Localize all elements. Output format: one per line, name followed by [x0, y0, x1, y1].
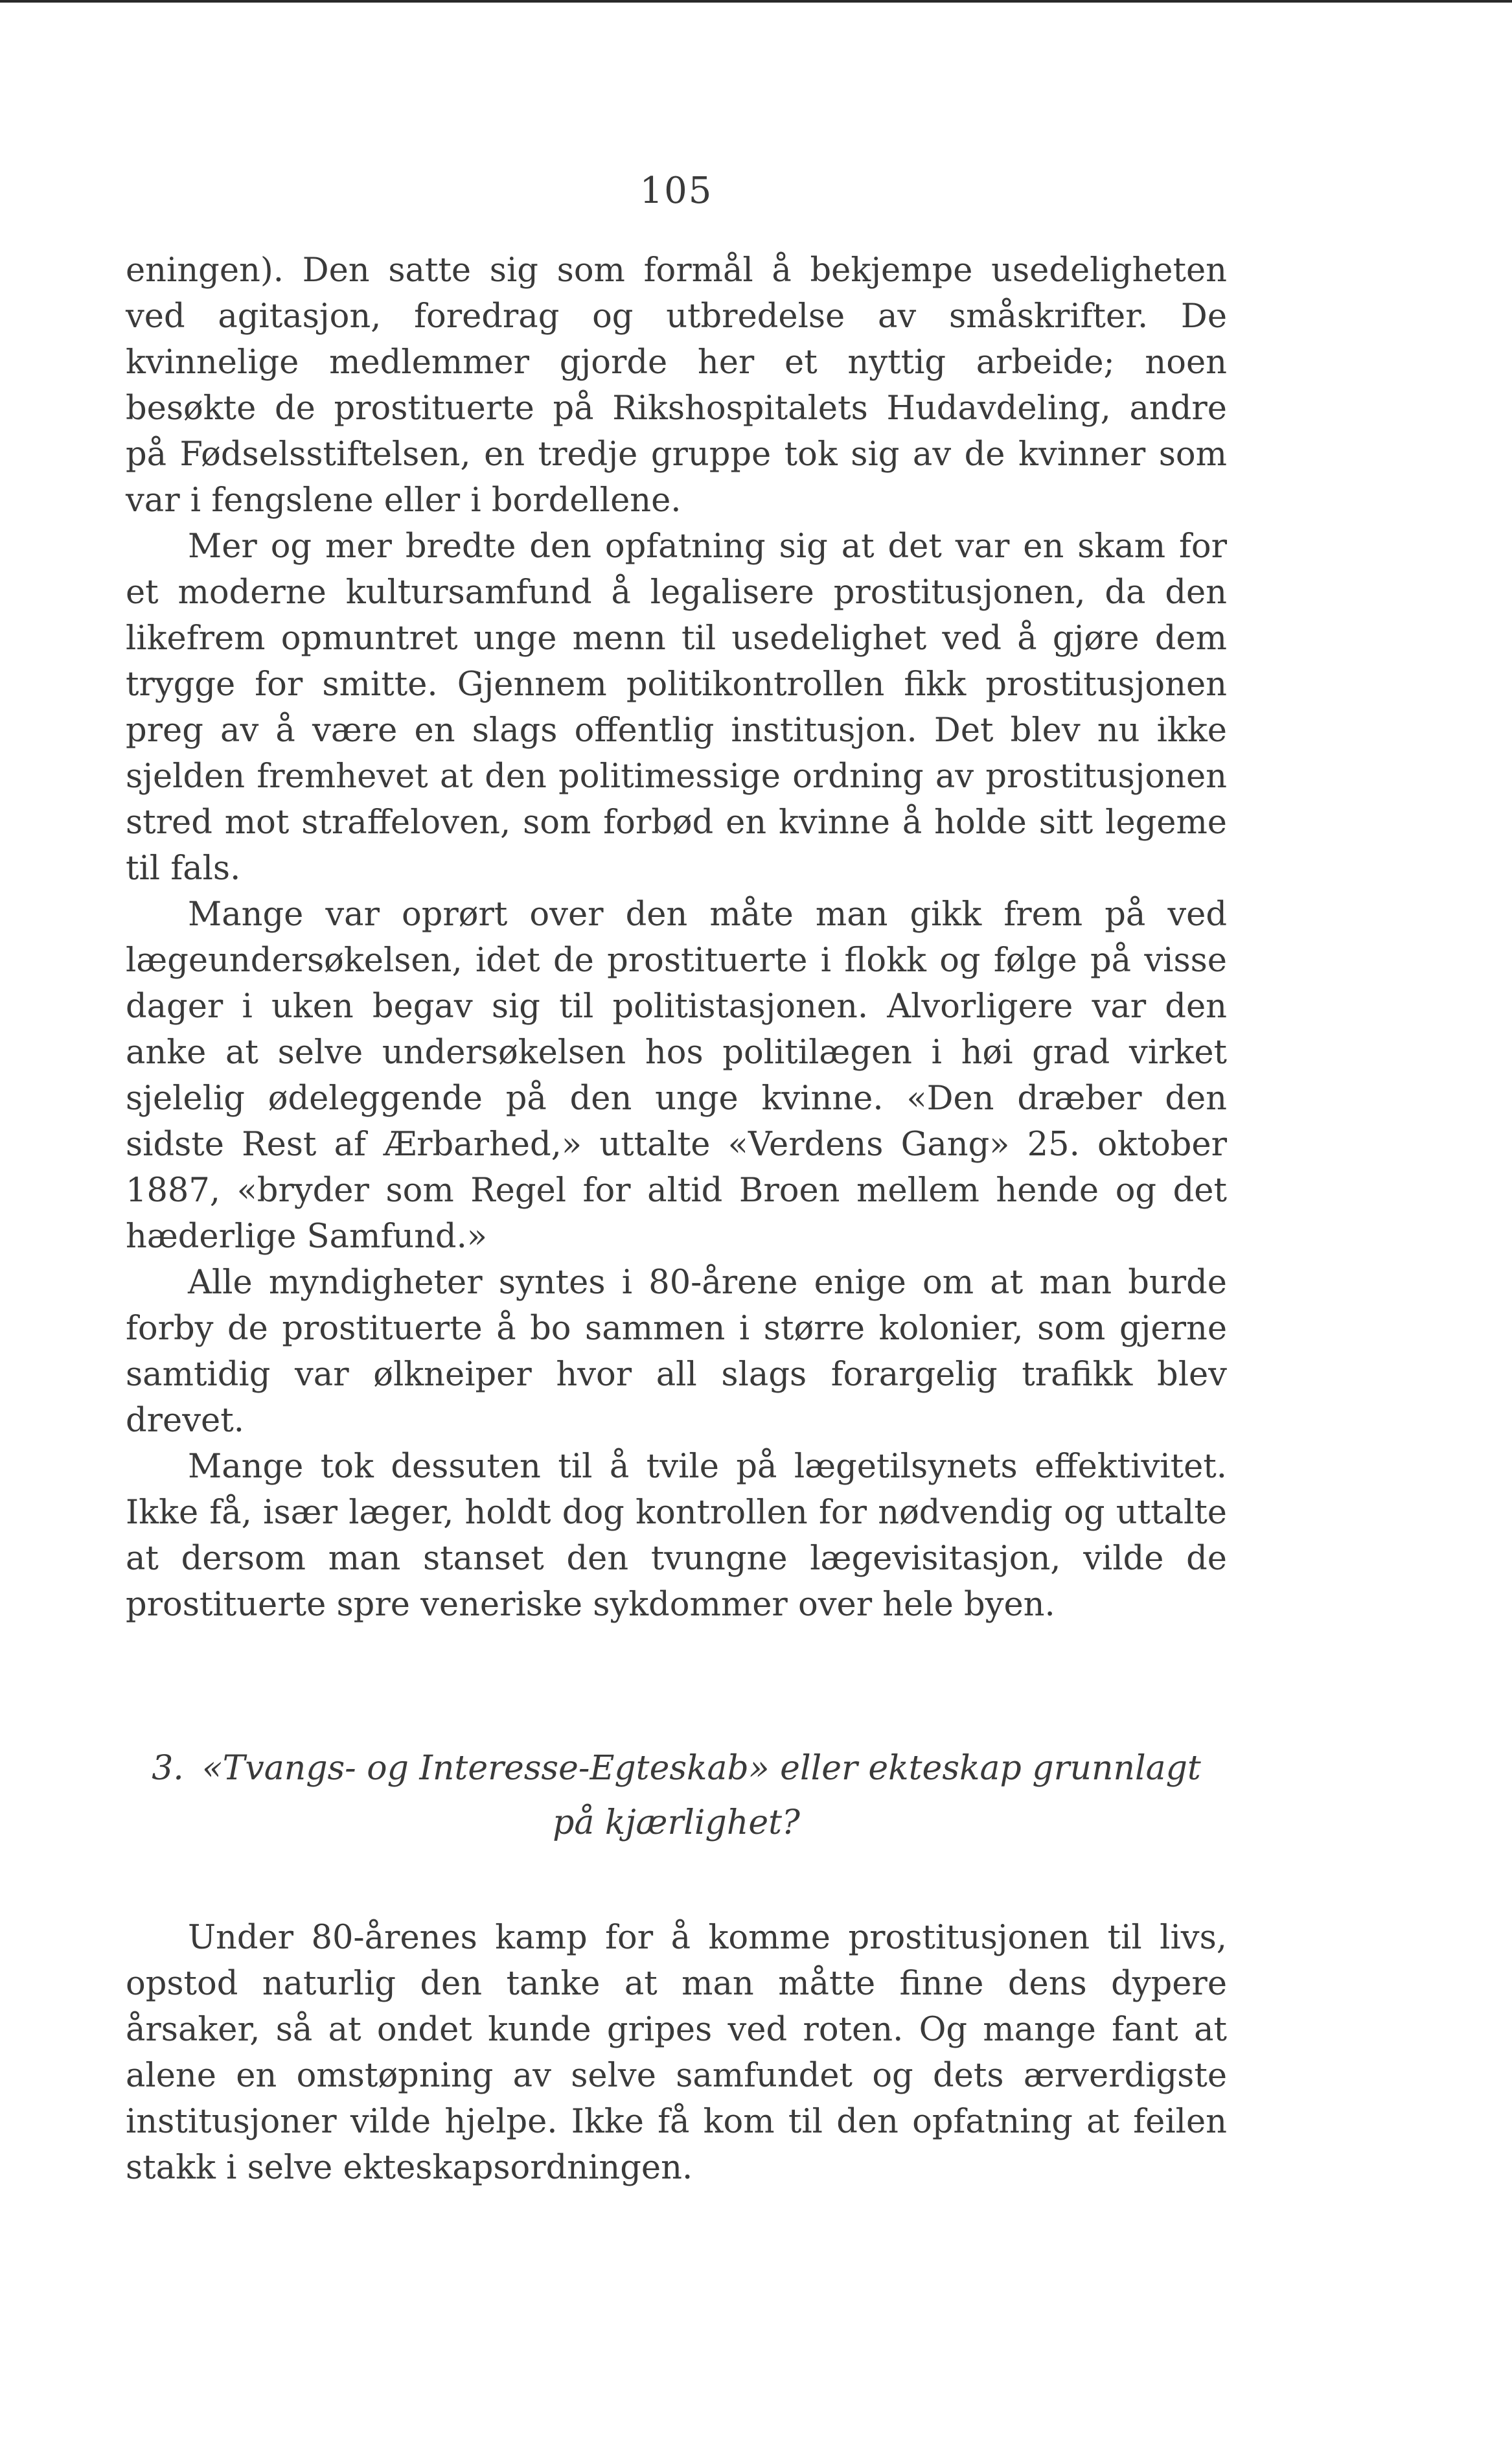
paragraph: Mange var oprørt over den måte man gikk frem på ved lægeundersøkelsen, idet de prostituerte i flokk og følge på visse dager i uken begav sig til politistasjonen. Alvorligere var den anke at selve undersøkelsen hos politilægen i høi grad virket sjelelig ødeleggende på den unge kvinne. «Den dræber den sidste Rest af Ærbarhed,» uttalte «Verdens Gang» 25. oktober 1887, «bryder som Regel for altid Broen mellem hende og det hæderlige Samfund.» [126, 896, 1227, 1256]
book-page [126, 168, 1227, 2191]
section-heading [126, 1741, 1227, 1850]
paragraph: Alle myndigheter syntes i 80-årene enige om at man burde forby de prostituerte å bo sammen i større kolonier, som gjerne samtidig var ølkneiper hvor all slags forargelig trafikk blev drevet. [126, 1264, 1227, 1440]
paragraph-continuation: eningen). Den satte sig som formål å bekjempe usedeligheten ved agitasjon, foredrag og utbredelse av småskrifter. De kvinnelige medlemmer gjorde her et nyttig arbeide; noen besøkte de prostituerte på Rikshospitalets Hudavdeling, andre på Fødselsstiftelsen, en tredje gruppe tok sig av de kvinner som var i fengslene eller i bordellene. [126, 251, 1227, 520]
section-number: 3. [152, 1749, 184, 1788]
page-number: 105 [639, 170, 713, 212]
paragraph: Mer og mer bredte den opfatning sig at det var en skam for et moderne kultursamfund å legalisere prostitusjonen, da den likefrem opmuntret unge menn til usedelighet ved å gjøre dem trygge for smitte. Gjennem politikontrollen fikk prostitusjonen preg av å være en slags offentlig institusjon. Det blev nu ikke sjelden fremhevet at den politimessige ordning av prostitusjonen stred mot straffeloven, som forbød en kvinne å holde sitt legeme til fals. [126, 527, 1227, 888]
paragraph: Mange tok dessuten til å tvile på lægetilsynets effektivitet. Ikke få, især læger, holdt dog kontrollen for nødvendig og uttalte at dersom man stanset den tvungne lægevisitasjon, vilde de prostituerte spre veneriske sykdommer over hele byen. [126, 1448, 1227, 1624]
section-title-line-2: på kjærlighet? [553, 1803, 800, 1842]
top-border-line [0, 0, 1512, 3]
paragraph-section-intro: Under 80-årenes kamp for å komme prostitusjonen til livs, opstod naturlig den tanke at man måtte finne dens dypere årsaker, så at ondet kunde gripes ved roten. Og mange fant at alene en omstøpning av selve samfundet og dets ærverdigste institusjoner vilde hjelpe. Ikke få kom til den opfatning at feilen stakk i selve ekteskapsordningen. [126, 1919, 1227, 2187]
section-title-line-1: «Tvangs- og Interesse-Egteskab» eller ekteskap grunnlagt [201, 1749, 1201, 1788]
